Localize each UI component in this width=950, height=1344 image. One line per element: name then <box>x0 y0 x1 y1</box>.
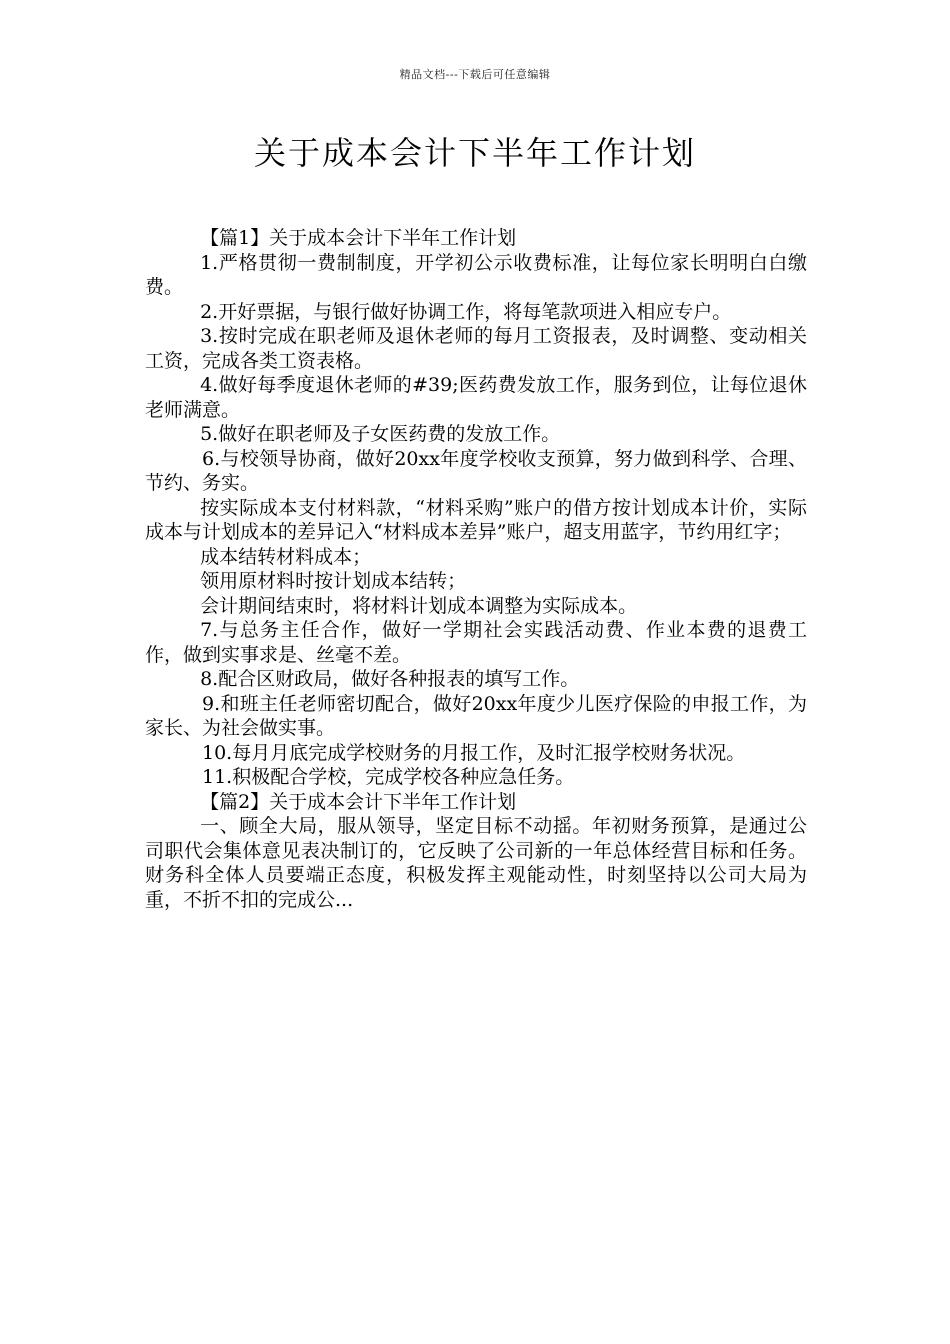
paragraph: 一、顾全大局，服从领导，坚定目标不动摇。年初财务预算，是通过公司职代会集体意见表决制订的，它反映了公司新的一年总体经营目标和任务。财务科全体人员要端正态度，积极发挥主观能动性，时刻坚持以公司大局为重，不折不扣的完成公... <box>145 815 807 911</box>
paragraph: 2.开好票据，与银行做好协调工作，将每笔款项进入相应专户。 <box>200 300 732 323</box>
paragraph: 5.做好在职老师及子女医药费的发放工作。 <box>200 423 561 445</box>
paragraph: 按实际成本支付材料款，“材料采购”账户的借方按计划成本计价，实际成本与计划成本的差异记入“材料成本差异”账户，超支用蓝字，节约用红字； <box>145 496 807 543</box>
paragraph: 3.按时完成在职老师及退休老师的每月工资报表，及时调整、变动相关工资，完成各类工资表格。 <box>145 325 807 372</box>
paragraph: 4.做好每季度退休老师的#39;医药费发放工作，服务到位，让每位退休老师满意。 <box>145 374 807 421</box>
paragraph: 7.与总务主任合作，做好一学期社会实践活动费、作业本费的退费工作，做到实事求是、丝毫不差。 <box>145 619 807 666</box>
paragraph: 会计期间结束时，将材料计划成本调整为实际成本。 <box>200 594 638 617</box>
section-heading-1: 【篇1】关于成本会计下半年工作计划 <box>200 227 517 249</box>
document-body <box>145 226 807 912</box>
paragraph: 6.与校领导协商，做好20xx年度学校收支预算，努力做到科学、合理、节约、务实。 <box>145 447 807 494</box>
document-title: 关于成本会计下半年工作计划 <box>253 134 696 172</box>
paragraph: 领用原材料时按计划成本结转； <box>200 570 467 592</box>
paragraph: 11.积极配合学校，完成学校各种应急任务。 <box>202 766 575 788</box>
paragraph: 9.和班主任老师密切配合，做好20xx年度少儿医疗保险的申报工作，为家长、为社会做实事。 <box>145 692 807 739</box>
header-note: 精品文档---下载后可任意编辑 <box>399 68 551 81</box>
paragraph: 8.配合区财政局，做好各种报表的填写工作。 <box>200 668 580 690</box>
paragraph: 成本结转材料成本； <box>200 545 372 568</box>
section-heading-2: 【篇2】关于成本会计下半年工作计划 <box>200 790 517 813</box>
paragraph: 10.每月月底完成学校财务的月报工作，及时汇报学校财务状况。 <box>202 741 746 764</box>
paragraph: 1.严格贯彻一费制制度，开学初公示收费标准，让每位家长明明白白缴费。 <box>145 251 807 298</box>
